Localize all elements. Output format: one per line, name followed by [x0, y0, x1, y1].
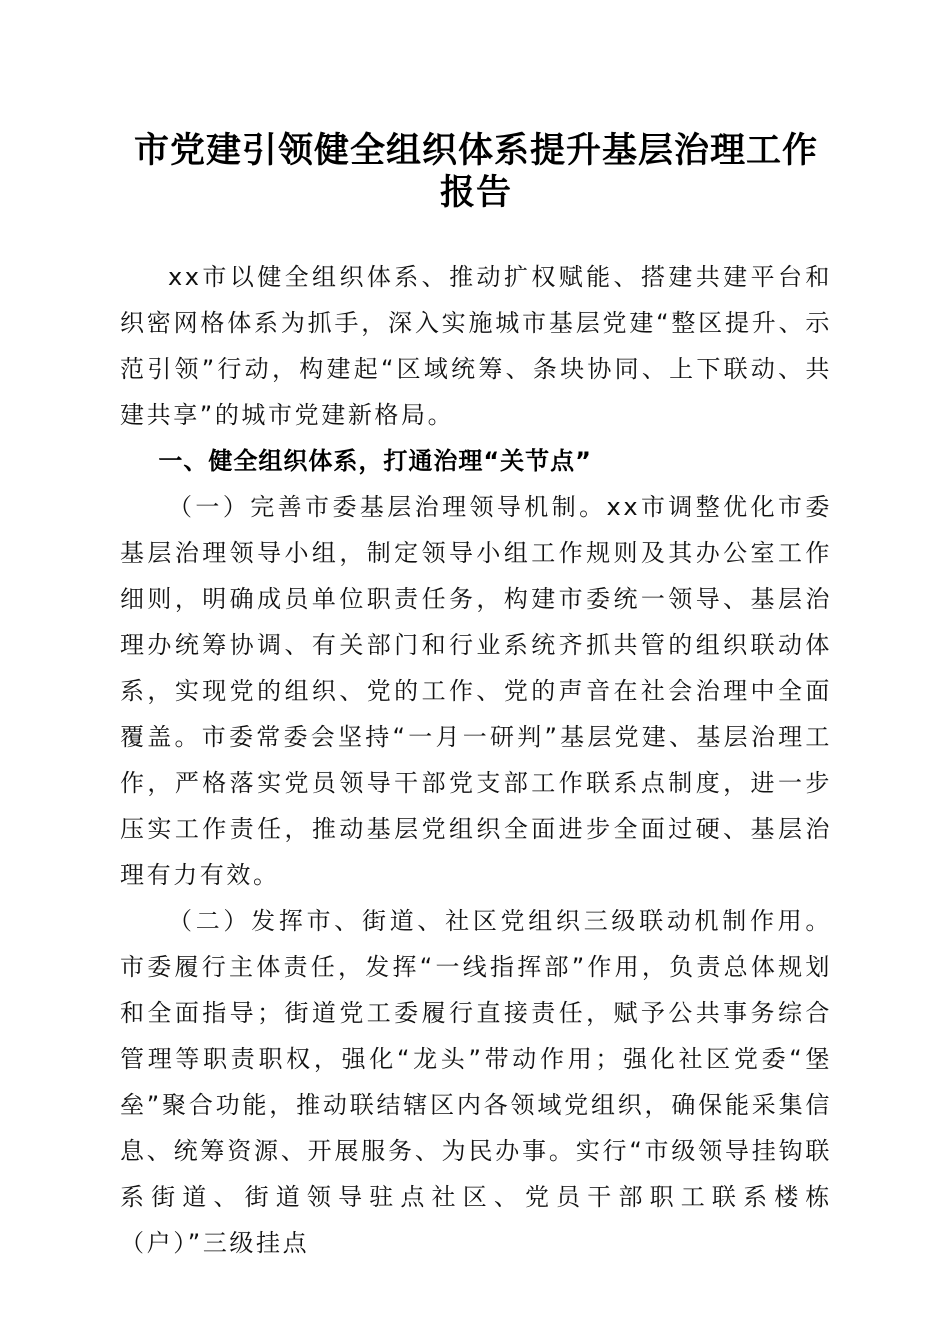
document-page [120, 130, 832, 1266]
section-heading: 一、健全组织体系，打通治理“关节点” [158, 447, 592, 475]
section-item-2: （二）发挥市、街道、社区党组织三级联动机制作用。市委履行主体责任，发挥“一线指挥部”作用，负责总体规划和全面指导；街道党工委履行直接责任，赋予公共事务综合管理等职责职权，强化“龙头”带动作用；强化社区党委“堡垒”聚合功能，推动联结辖区内各领域党组织，确保能采集信息、统筹资源、开展服务、为民办事。实行“市级领导挂钩联系街道、街道领导驻点社区、党员干部职工联系楼栋（户）”三级挂点 [120, 907, 832, 1257]
intro-paragraph: xx市以健全组织体系、推动扩权赋能、搭建共建平台和织密网格体系为抓手，深入实施城市基层党建“整区提升、示范引领”行动，构建起“区域统筹、条块协同、上下联动、共建共享”的城市党建新格局。 [120, 263, 832, 429]
section-item-1: （一）完善市委基层治理领导机制。xx市调整优化市委基层治理领导小组，制定领导小组工作规则及其办公室工作细则，明确成员单位职责任务，构建市委统一领导、基层治理办统筹协调、有关部门和行业系统齐抓共管的组织联动体系，实现党的组织、党的工作、党的声音在社会治理中全面覆盖。市委常委会坚持“一月一研判”基层党建、基层治理工作，严格落实党员领导干部党支部工作联系点制度，进一步压实工作责任，推动基层党组织全面进步全面过硬、基层治理有力有效。 [120, 493, 832, 889]
document-title: 市党建引领健全组织体系提升基层治理工作报告 [133, 130, 818, 213]
